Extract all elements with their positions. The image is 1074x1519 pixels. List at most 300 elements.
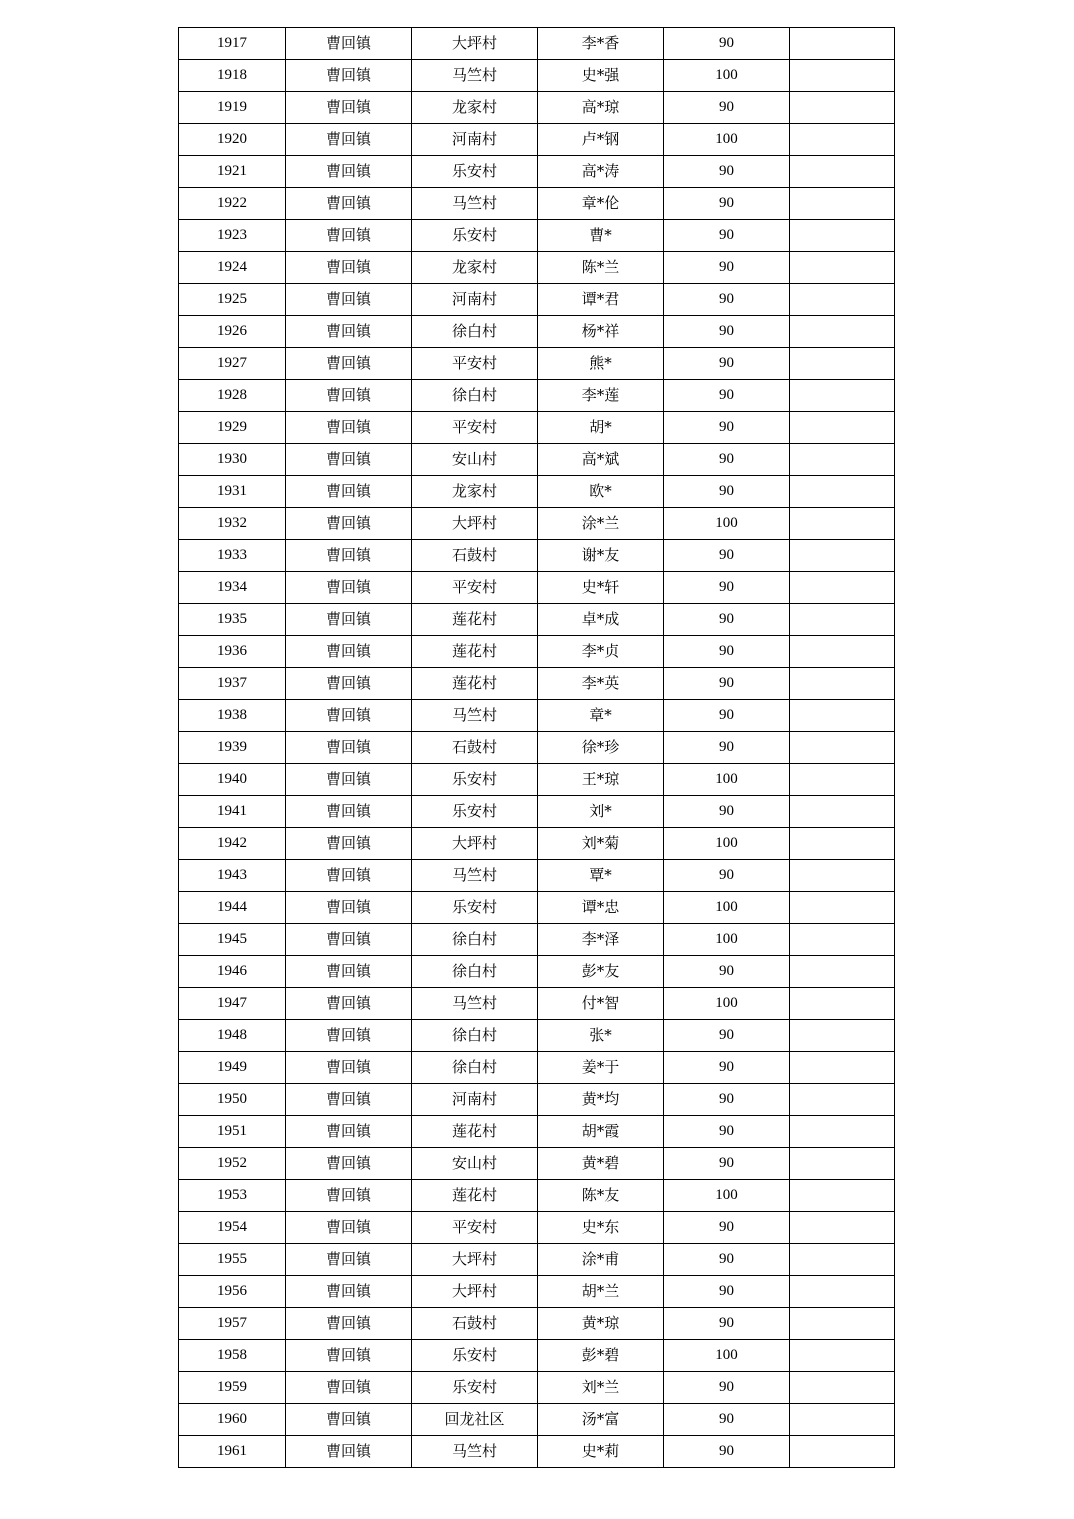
serial-number-cell: 1931 (179, 476, 286, 508)
remark-cell (790, 1180, 895, 1212)
town-cell: 曹回镇 (286, 60, 412, 92)
serial-number-cell: 1935 (179, 604, 286, 636)
amount-cell: 90 (664, 860, 790, 892)
serial-number-cell: 1925 (179, 284, 286, 316)
town-cell: 曹回镇 (286, 572, 412, 604)
amount-cell: 90 (664, 1404, 790, 1436)
name-cell: 徐*珍 (538, 732, 664, 764)
remark-cell (790, 220, 895, 252)
serial-number-cell: 1944 (179, 892, 286, 924)
table-row (179, 188, 895, 220)
name-cell: 史*轩 (538, 572, 664, 604)
remark-cell (790, 1116, 895, 1148)
remark-cell (790, 252, 895, 284)
town-cell: 曹回镇 (286, 188, 412, 220)
name-cell: 曹* (538, 220, 664, 252)
amount-cell: 90 (664, 1212, 790, 1244)
amount-cell: 90 (664, 1372, 790, 1404)
remark-cell (790, 924, 895, 956)
town-cell: 曹回镇 (286, 1212, 412, 1244)
name-cell: 黄*琼 (538, 1308, 664, 1340)
amount-cell: 100 (664, 892, 790, 924)
table-body (179, 28, 895, 1468)
town-cell: 曹回镇 (286, 220, 412, 252)
town-cell: 曹回镇 (286, 28, 412, 60)
amount-cell: 90 (664, 668, 790, 700)
name-cell: 彭*友 (538, 956, 664, 988)
name-cell: 李*泽 (538, 924, 664, 956)
village-cell: 徐白村 (412, 1052, 538, 1084)
serial-number-cell: 1917 (179, 28, 286, 60)
town-cell: 曹回镇 (286, 1180, 412, 1212)
table-row (179, 1084, 895, 1116)
amount-cell: 90 (664, 220, 790, 252)
serial-number-cell: 1945 (179, 924, 286, 956)
remark-cell (790, 1244, 895, 1276)
table-row (179, 124, 895, 156)
village-cell: 莲花村 (412, 1180, 538, 1212)
village-cell: 回龙社区 (412, 1404, 538, 1436)
table-row (179, 988, 895, 1020)
remark-cell (790, 1084, 895, 1116)
town-cell: 曹回镇 (286, 380, 412, 412)
serial-number-cell: 1936 (179, 636, 286, 668)
remark-cell (790, 732, 895, 764)
town-cell: 曹回镇 (286, 1340, 412, 1372)
remark-cell (790, 1020, 895, 1052)
remark-cell (790, 28, 895, 60)
village-cell: 龙家村 (412, 252, 538, 284)
serial-number-cell: 1929 (179, 412, 286, 444)
name-cell: 李*贞 (538, 636, 664, 668)
remark-cell (790, 1276, 895, 1308)
village-cell: 马竺村 (412, 1436, 538, 1468)
serial-number-cell: 1934 (179, 572, 286, 604)
town-cell: 曹回镇 (286, 348, 412, 380)
town-cell: 曹回镇 (286, 316, 412, 348)
village-cell: 莲花村 (412, 636, 538, 668)
name-cell: 姜*于 (538, 1052, 664, 1084)
table-row (179, 1116, 895, 1148)
name-cell: 谭*忠 (538, 892, 664, 924)
town-cell: 曹回镇 (286, 828, 412, 860)
village-cell: 马竺村 (412, 988, 538, 1020)
name-cell: 谢*友 (538, 540, 664, 572)
amount-cell: 100 (664, 828, 790, 860)
name-cell: 刘*菊 (538, 828, 664, 860)
table-row (179, 892, 895, 924)
name-cell: 刘*兰 (538, 1372, 664, 1404)
town-cell: 曹回镇 (286, 956, 412, 988)
town-cell: 曹回镇 (286, 1436, 412, 1468)
table-row (179, 348, 895, 380)
village-cell: 乐安村 (412, 1340, 538, 1372)
serial-number-cell: 1948 (179, 1020, 286, 1052)
remark-cell (790, 1052, 895, 1084)
name-cell: 史*强 (538, 60, 664, 92)
town-cell: 曹回镇 (286, 1372, 412, 1404)
town-cell: 曹回镇 (286, 892, 412, 924)
document-page (178, 27, 894, 1468)
table-row (179, 92, 895, 124)
town-cell: 曹回镇 (286, 412, 412, 444)
remark-cell (790, 476, 895, 508)
amount-cell: 90 (664, 444, 790, 476)
town-cell: 曹回镇 (286, 124, 412, 156)
remark-cell (790, 764, 895, 796)
remark-cell (790, 348, 895, 380)
amount-cell: 90 (664, 636, 790, 668)
remark-cell (790, 668, 895, 700)
serial-number-cell: 1922 (179, 188, 286, 220)
town-cell: 曹回镇 (286, 796, 412, 828)
name-cell: 陈*友 (538, 1180, 664, 1212)
name-cell: 史*莉 (538, 1436, 664, 1468)
table-row (179, 60, 895, 92)
village-cell: 大坪村 (412, 1244, 538, 1276)
village-cell: 大坪村 (412, 508, 538, 540)
amount-cell: 90 (664, 188, 790, 220)
serial-number-cell: 1923 (179, 220, 286, 252)
remark-cell (790, 1436, 895, 1468)
village-cell: 河南村 (412, 124, 538, 156)
remark-cell (790, 604, 895, 636)
remark-cell (790, 1212, 895, 1244)
village-cell: 徐白村 (412, 380, 538, 412)
village-cell: 徐白村 (412, 1020, 538, 1052)
table-row (179, 444, 895, 476)
village-cell: 乐安村 (412, 796, 538, 828)
village-cell: 石鼓村 (412, 1308, 538, 1340)
name-cell: 谭*君 (538, 284, 664, 316)
name-cell: 刘* (538, 796, 664, 828)
amount-cell: 90 (664, 1148, 790, 1180)
name-cell: 付*智 (538, 988, 664, 1020)
remark-cell (790, 796, 895, 828)
serial-number-cell: 1953 (179, 1180, 286, 1212)
remark-cell (790, 828, 895, 860)
name-cell: 高*斌 (538, 444, 664, 476)
name-cell: 覃* (538, 860, 664, 892)
amount-cell: 90 (664, 1276, 790, 1308)
remark-cell (790, 540, 895, 572)
remark-cell (790, 444, 895, 476)
table-row (179, 1404, 895, 1436)
amount-cell: 90 (664, 604, 790, 636)
town-cell: 曹回镇 (286, 1404, 412, 1436)
village-cell: 河南村 (412, 284, 538, 316)
village-cell: 乐安村 (412, 156, 538, 188)
name-cell: 杨*祥 (538, 316, 664, 348)
remark-cell (790, 188, 895, 220)
name-cell: 涂*兰 (538, 508, 664, 540)
remark-cell (790, 316, 895, 348)
serial-number-cell: 1921 (179, 156, 286, 188)
table-row (179, 604, 895, 636)
serial-number-cell: 1939 (179, 732, 286, 764)
village-cell: 莲花村 (412, 668, 538, 700)
town-cell: 曹回镇 (286, 1308, 412, 1340)
table-row (179, 1436, 895, 1468)
serial-number-cell: 1919 (179, 92, 286, 124)
town-cell: 曹回镇 (286, 1052, 412, 1084)
table-row (179, 1340, 895, 1372)
name-cell: 史*东 (538, 1212, 664, 1244)
remark-cell (790, 284, 895, 316)
serial-number-cell: 1958 (179, 1340, 286, 1372)
amount-cell: 90 (664, 572, 790, 604)
remark-cell (790, 124, 895, 156)
remark-cell (790, 1148, 895, 1180)
remark-cell (790, 572, 895, 604)
amount-cell: 90 (664, 796, 790, 828)
table-row (179, 508, 895, 540)
amount-cell: 90 (664, 284, 790, 316)
serial-number-cell: 1933 (179, 540, 286, 572)
table-row (179, 1244, 895, 1276)
name-cell: 黄*均 (538, 1084, 664, 1116)
amount-cell: 90 (664, 732, 790, 764)
town-cell: 曹回镇 (286, 508, 412, 540)
amount-cell: 90 (664, 476, 790, 508)
serial-number-cell: 1961 (179, 1436, 286, 1468)
town-cell: 曹回镇 (286, 252, 412, 284)
table-row (179, 412, 895, 444)
village-cell: 乐安村 (412, 1372, 538, 1404)
serial-number-cell: 1937 (179, 668, 286, 700)
table-row (179, 380, 895, 412)
name-cell: 胡* (538, 412, 664, 444)
remark-cell (790, 892, 895, 924)
town-cell: 曹回镇 (286, 284, 412, 316)
table-row (179, 1052, 895, 1084)
village-cell: 平安村 (412, 1212, 538, 1244)
serial-number-cell: 1949 (179, 1052, 286, 1084)
name-cell: 彭*碧 (538, 1340, 664, 1372)
serial-number-cell: 1920 (179, 124, 286, 156)
town-cell: 曹回镇 (286, 1084, 412, 1116)
amount-cell: 100 (664, 1180, 790, 1212)
village-cell: 河南村 (412, 1084, 538, 1116)
name-cell: 李*莲 (538, 380, 664, 412)
village-cell: 乐安村 (412, 892, 538, 924)
name-cell: 章*伦 (538, 188, 664, 220)
amount-cell: 100 (664, 124, 790, 156)
table-row (179, 1212, 895, 1244)
name-cell: 欧* (538, 476, 664, 508)
serial-number-cell: 1957 (179, 1308, 286, 1340)
table-row (179, 252, 895, 284)
table-row (179, 732, 895, 764)
amount-cell: 90 (664, 92, 790, 124)
serial-number-cell: 1930 (179, 444, 286, 476)
town-cell: 曹回镇 (286, 636, 412, 668)
table-row (179, 924, 895, 956)
village-cell: 大坪村 (412, 828, 538, 860)
village-cell: 石鼓村 (412, 540, 538, 572)
table-row (179, 636, 895, 668)
town-cell: 曹回镇 (286, 732, 412, 764)
amount-cell: 100 (664, 924, 790, 956)
serial-number-cell: 1926 (179, 316, 286, 348)
remark-cell (790, 700, 895, 732)
serial-number-cell: 1955 (179, 1244, 286, 1276)
remark-cell (790, 988, 895, 1020)
village-cell: 平安村 (412, 412, 538, 444)
town-cell: 曹回镇 (286, 668, 412, 700)
serial-number-cell: 1946 (179, 956, 286, 988)
town-cell: 曹回镇 (286, 1276, 412, 1308)
remark-cell (790, 508, 895, 540)
amount-cell: 90 (664, 1436, 790, 1468)
village-cell: 马竺村 (412, 860, 538, 892)
town-cell: 曹回镇 (286, 764, 412, 796)
town-cell: 曹回镇 (286, 540, 412, 572)
remark-cell (790, 92, 895, 124)
village-cell: 大坪村 (412, 1276, 538, 1308)
remark-cell (790, 1308, 895, 1340)
amount-cell: 90 (664, 1084, 790, 1116)
name-cell: 高*琼 (538, 92, 664, 124)
name-cell: 陈*兰 (538, 252, 664, 284)
table-row (179, 1020, 895, 1052)
town-cell: 曹回镇 (286, 1020, 412, 1052)
remark-cell (790, 860, 895, 892)
name-cell: 胡*霞 (538, 1116, 664, 1148)
amount-cell: 90 (664, 700, 790, 732)
remark-cell (790, 956, 895, 988)
remark-cell (790, 1340, 895, 1372)
table-row (179, 1180, 895, 1212)
village-cell: 马竺村 (412, 60, 538, 92)
village-cell: 平安村 (412, 572, 538, 604)
town-cell: 曹回镇 (286, 1244, 412, 1276)
table-row (179, 700, 895, 732)
amount-cell: 90 (664, 1020, 790, 1052)
table-row (179, 572, 895, 604)
remark-cell (790, 636, 895, 668)
table-row (179, 764, 895, 796)
data-table (178, 27, 895, 1468)
serial-number-cell: 1942 (179, 828, 286, 860)
town-cell: 曹回镇 (286, 924, 412, 956)
amount-cell: 90 (664, 28, 790, 60)
town-cell: 曹回镇 (286, 988, 412, 1020)
amount-cell: 90 (664, 1116, 790, 1148)
village-cell: 乐安村 (412, 220, 538, 252)
town-cell: 曹回镇 (286, 860, 412, 892)
amount-cell: 90 (664, 316, 790, 348)
name-cell: 王*琼 (538, 764, 664, 796)
serial-number-cell: 1928 (179, 380, 286, 412)
serial-number-cell: 1932 (179, 508, 286, 540)
village-cell: 徐白村 (412, 316, 538, 348)
amount-cell: 90 (664, 412, 790, 444)
name-cell: 卢*钢 (538, 124, 664, 156)
village-cell: 龙家村 (412, 476, 538, 508)
village-cell: 平安村 (412, 348, 538, 380)
amount-cell: 90 (664, 380, 790, 412)
serial-number-cell: 1943 (179, 860, 286, 892)
town-cell: 曹回镇 (286, 92, 412, 124)
name-cell: 胡*兰 (538, 1276, 664, 1308)
table-row (179, 156, 895, 188)
amount-cell: 100 (664, 764, 790, 796)
village-cell: 马竺村 (412, 188, 538, 220)
table-row (179, 860, 895, 892)
table-row (179, 220, 895, 252)
amount-cell: 90 (664, 540, 790, 572)
town-cell: 曹回镇 (286, 604, 412, 636)
amount-cell: 90 (664, 1308, 790, 1340)
village-cell: 龙家村 (412, 92, 538, 124)
table-row (179, 956, 895, 988)
table-row (179, 284, 895, 316)
serial-number-cell: 1950 (179, 1084, 286, 1116)
village-cell: 马竺村 (412, 700, 538, 732)
name-cell: 涂*甫 (538, 1244, 664, 1276)
table-row (179, 668, 895, 700)
serial-number-cell: 1938 (179, 700, 286, 732)
serial-number-cell: 1959 (179, 1372, 286, 1404)
village-cell: 安山村 (412, 444, 538, 476)
village-cell: 徐白村 (412, 956, 538, 988)
village-cell: 乐安村 (412, 764, 538, 796)
name-cell: 李*英 (538, 668, 664, 700)
remark-cell (790, 1404, 895, 1436)
remark-cell (790, 380, 895, 412)
village-cell: 徐白村 (412, 924, 538, 956)
name-cell: 张* (538, 1020, 664, 1052)
table-row (179, 1276, 895, 1308)
table-row (179, 828, 895, 860)
amount-cell: 100 (664, 60, 790, 92)
serial-number-cell: 1941 (179, 796, 286, 828)
table-row (179, 316, 895, 348)
serial-number-cell: 1952 (179, 1148, 286, 1180)
serial-number-cell: 1954 (179, 1212, 286, 1244)
village-cell: 石鼓村 (412, 732, 538, 764)
amount-cell: 90 (664, 1244, 790, 1276)
remark-cell (790, 60, 895, 92)
town-cell: 曹回镇 (286, 1116, 412, 1148)
serial-number-cell: 1947 (179, 988, 286, 1020)
name-cell: 汤*富 (538, 1404, 664, 1436)
table-row (179, 1148, 895, 1180)
serial-number-cell: 1940 (179, 764, 286, 796)
village-cell: 莲花村 (412, 604, 538, 636)
table-row (179, 1372, 895, 1404)
table-row (179, 28, 895, 60)
table-row (179, 796, 895, 828)
remark-cell (790, 412, 895, 444)
name-cell: 李*香 (538, 28, 664, 60)
village-cell: 大坪村 (412, 28, 538, 60)
serial-number-cell: 1924 (179, 252, 286, 284)
remark-cell (790, 1372, 895, 1404)
amount-cell: 90 (664, 348, 790, 380)
name-cell: 黄*碧 (538, 1148, 664, 1180)
table-row (179, 540, 895, 572)
town-cell: 曹回镇 (286, 444, 412, 476)
amount-cell: 100 (664, 988, 790, 1020)
amount-cell: 90 (664, 956, 790, 988)
amount-cell: 100 (664, 1340, 790, 1372)
name-cell: 卓*成 (538, 604, 664, 636)
amount-cell: 90 (664, 156, 790, 188)
amount-cell: 100 (664, 508, 790, 540)
town-cell: 曹回镇 (286, 476, 412, 508)
